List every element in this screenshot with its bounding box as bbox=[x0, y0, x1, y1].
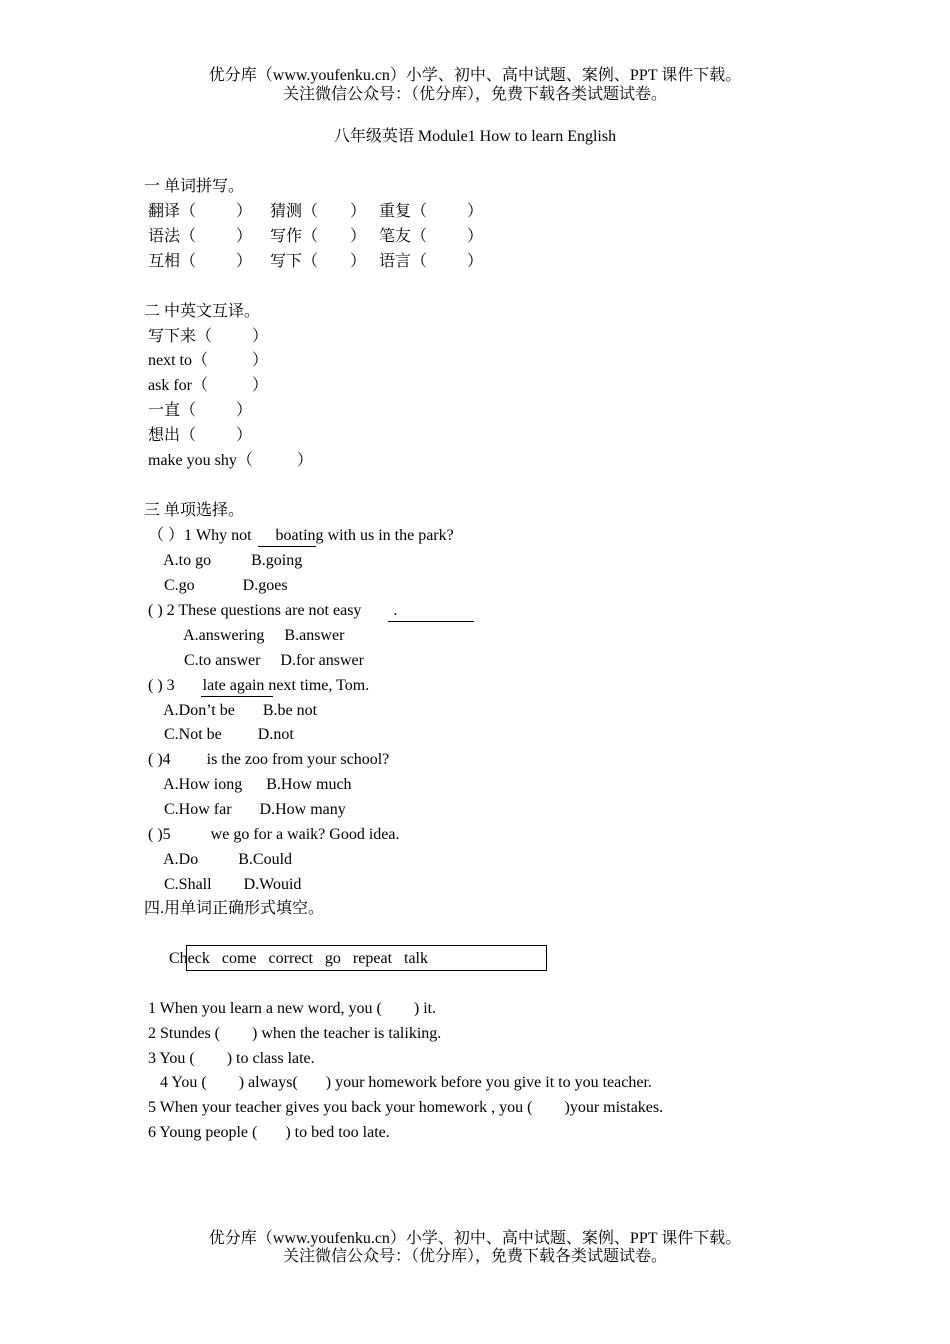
option-line: A.to go B.going bbox=[148, 552, 303, 569]
translation-item: 写下来（ ） bbox=[148, 328, 269, 345]
option-line: A.answering B.answer bbox=[148, 627, 345, 644]
word-bank: Check come correct go repeat talk bbox=[169, 950, 428, 967]
question-line: （ ）1 Why not boating with us in the park? bbox=[148, 527, 454, 544]
vocab-cell: 语法（ ） bbox=[148, 228, 253, 245]
question-line: ( ) 2 These questions are not easy . bbox=[148, 602, 398, 619]
fill-item: 2 Stundes ( ) when the teacher is taliking. bbox=[148, 1025, 442, 1042]
answer-blank bbox=[388, 621, 474, 622]
question-line: ( ) 3 late again next time, Tom. bbox=[148, 677, 370, 694]
fill-item: 1 When you learn a new word, you ( ) it. bbox=[148, 1000, 437, 1017]
translation-item: make you shy（ ） bbox=[148, 452, 313, 469]
vocab-cell: 重复（ ） bbox=[379, 203, 484, 220]
option-line: C.to answer D.for answer bbox=[148, 652, 364, 669]
vocab-cell: 语言（ ） bbox=[379, 253, 484, 270]
option-line: C.Shall D.Wouid bbox=[148, 876, 302, 893]
footer-line-1: 优分库（www.youfenku.cn）小学、初中、高中试题、案例、PPT 课件下载。 bbox=[208, 1230, 742, 1247]
vocab-cell: 互相（ ） bbox=[148, 253, 253, 270]
question-line: ( )4 is the zoo from your school? bbox=[148, 751, 390, 768]
section2-heading: 二 中英文互译。 bbox=[144, 303, 261, 320]
option-line: C.Not be D.not bbox=[148, 726, 294, 743]
option-line: A.How iong B.How much bbox=[148, 776, 352, 793]
vocab-cell: 翻译（ ） bbox=[148, 203, 253, 220]
vocab-cell: 笔友（ ） bbox=[379, 228, 484, 245]
option-line: A.Do B.Could bbox=[148, 851, 293, 868]
vocab-cell: 猜测（ ） bbox=[270, 203, 367, 220]
fill-item: 4 You ( ) always( ) your homework before you give it to you teacher. bbox=[148, 1074, 652, 1091]
vocab-cell: 写下（ ） bbox=[270, 253, 367, 270]
vocab-cell: 写作（ ） bbox=[270, 228, 367, 245]
translation-item: 想出（ ） bbox=[148, 427, 253, 444]
section4-heading: 四.用单词正确形式填空。 bbox=[144, 900, 325, 917]
fill-item: 5 When your teacher gives you back your homework , you ( )your mistakes. bbox=[148, 1099, 664, 1116]
page-title: 八年级英语 Module1 How to learn English bbox=[333, 128, 617, 145]
option-line: A.Don’t be B.be not bbox=[148, 702, 318, 719]
section1-heading: 一 单词拼写。 bbox=[144, 178, 245, 195]
translation-item: 一直（ ） bbox=[148, 402, 253, 419]
translation-item: next to（ ） bbox=[148, 352, 268, 369]
fill-item: 6 Young people ( ) to bed too late. bbox=[148, 1124, 390, 1141]
option-line: C.go D.goes bbox=[148, 577, 288, 594]
question-line: ( )5 we go for a waik? Good idea. bbox=[148, 826, 400, 843]
section3-heading: 三 单项选择。 bbox=[144, 502, 245, 519]
header-line-1: 优分库（www.youfenku.cn）小学、初中、高中试题、案例、PPT 课件下载。 bbox=[208, 67, 742, 84]
option-line: C.How far D.How many bbox=[148, 801, 346, 818]
header-line-2: 关注微信公众号：（优分库），免费下载各类试题试卷。 bbox=[282, 86, 667, 103]
translation-item: ask for（ ） bbox=[148, 377, 268, 394]
fill-item: 3 You ( ) to class late. bbox=[148, 1050, 315, 1067]
footer-line-2: 关注微信公众号：（优分库），免费下载各类试题试卷。 bbox=[282, 1248, 667, 1265]
answer-blank bbox=[201, 696, 273, 697]
answer-blank bbox=[258, 546, 316, 547]
